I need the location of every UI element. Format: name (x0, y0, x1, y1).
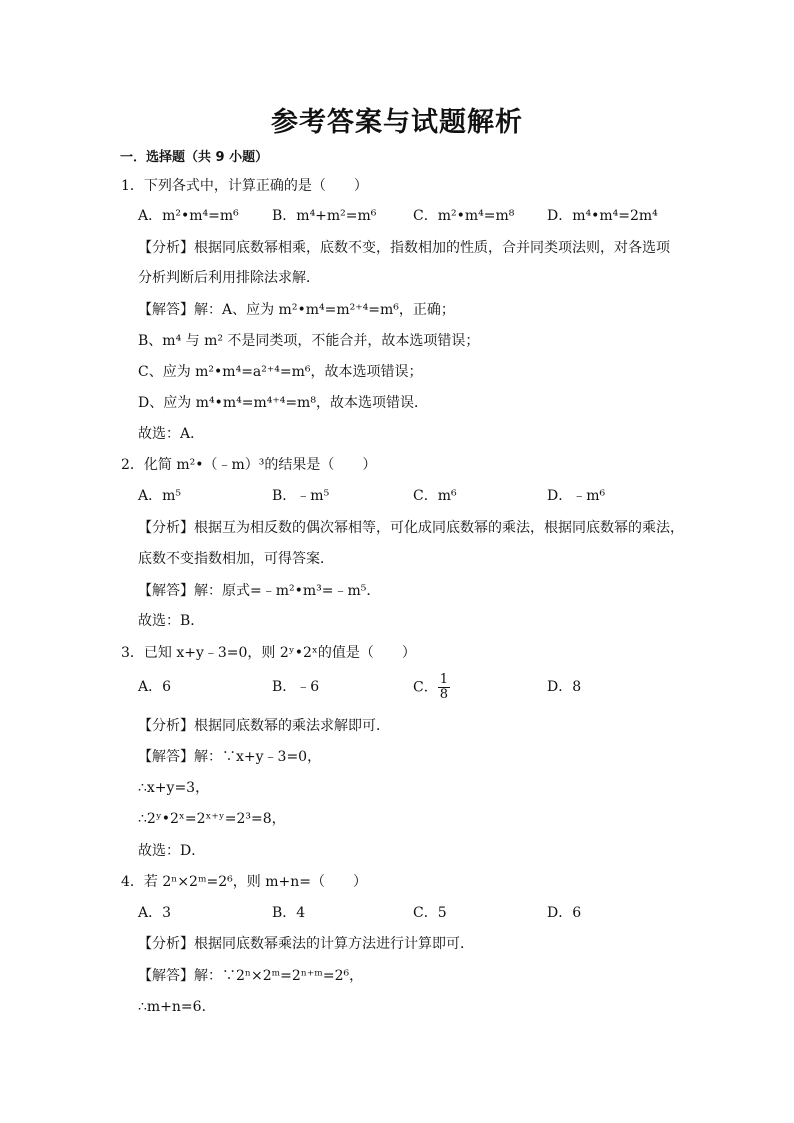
q3-option-c-denominator: 8 (439, 687, 448, 702)
q4-option-c: C．5 (413, 905, 447, 921)
q2-option-b: B．﹣m⁵ (272, 488, 330, 504)
q2-analysis-line2: 底数不变指数相加，可得答案． (138, 551, 334, 567)
q2-analysis-line1: 【分析】根据互为相反数的偶次幂相等，可化成同底数幂的乘法，根据同底数幂的乘法， (138, 520, 684, 536)
q4-solution-line2: ∴m+n=6． (138, 999, 216, 1015)
q3-solution-line2: ∴x+y=3， (138, 780, 210, 796)
q3-solution-line1: 【解答】解：∵x+y﹣3=0， (138, 749, 322, 765)
q2-stem: 2．化简 m²•（﹣m）³的结果是（ ） (121, 457, 377, 473)
q3-option-b: B．﹣6 (272, 679, 320, 695)
q3-option-c-label: C． (413, 679, 438, 696)
q1-solution-line2: B、m⁴ 与 m² 不是同类项，不能合并，故本选项错误； (138, 333, 480, 349)
q4-solution-line1: 【解答】解：∵2ⁿ×2ᵐ=2ⁿ⁺ᵐ=2⁶， (138, 968, 364, 984)
q4-analysis-line1: 【分析】根据同底数幂乘法的计算方法进行计算即可． (138, 936, 474, 952)
q3-option-c-numerator: 1 (439, 672, 448, 687)
q3-option-c-fraction (438, 673, 450, 702)
q2-option-d: D．﹣m⁶ (547, 488, 606, 504)
q2-answer: 故选：B． (138, 613, 205, 629)
q4-stem: 4．若 2ⁿ×2ᵐ=2⁶，则 m+n=（ ） (121, 874, 367, 890)
q1-option-b: B．m⁴+m²=m⁶ (272, 208, 377, 224)
q1-option-d: D．m⁴•m⁴=2m⁴ (547, 208, 658, 224)
q2-option-c: C．m⁶ (413, 488, 457, 504)
q4-option-d: D．6 (547, 905, 582, 921)
q1-answer: 故选：A． (138, 426, 205, 442)
q2-solution-line1: 【解答】解：原式=﹣m²•m³=﹣m⁵． (138, 583, 381, 599)
q1-option-a: A．m²•m⁴=m⁶ (138, 208, 239, 224)
q1-solution-line3: C、应为 m²•m⁴=a²⁺⁴=m⁶，故本选项错误； (138, 364, 423, 380)
q1-solution-line1: 【解答】解：A、应为 m²•m⁴=m²⁺⁴=m⁶，正确； (138, 302, 455, 318)
q3-option-a: A．6 (138, 679, 172, 695)
q1-solution-line4: D、应为 m⁴•m⁴=m⁴⁺⁴=m⁸，故本选项错误． (138, 395, 428, 411)
q3-answer: 故选：D． (138, 843, 206, 859)
q3-option-d: D．8 (547, 679, 582, 695)
q4-option-a: A．3 (138, 905, 172, 921)
q3-solution-line3: ∴2ʸ•2ˣ=2ˣ⁺ʸ=2³=8， (138, 811, 286, 827)
q3-analysis-line1: 【分析】根据同底数幂的乘法求解即可． (138, 718, 390, 734)
q4-option-b: B．4 (272, 905, 306, 921)
q1-analysis-line2: 分析判断后利用排除法求解． (138, 270, 320, 286)
q1-option-c: C．m²•m⁴=m⁸ (413, 208, 515, 224)
page-title: 参考答案与试题解析 (271, 107, 523, 138)
q1-stem: 1．下列各式中，计算正确的是（ ） (121, 178, 368, 194)
q2-option-a: A．m⁵ (138, 488, 181, 504)
q3-stem: 3．已知 x+y﹣3=0，则 2ʸ•2ˣ的值是（ ） (121, 645, 416, 661)
q1-analysis-line1: 【分析】根据同底数幂相乘，底数不变，指数相加的性质，合并同类项法则，对各选项 (138, 240, 670, 256)
q3-option-c (413, 673, 450, 702)
section-heading: 一．选择题（共 9 小题） (120, 150, 269, 165)
